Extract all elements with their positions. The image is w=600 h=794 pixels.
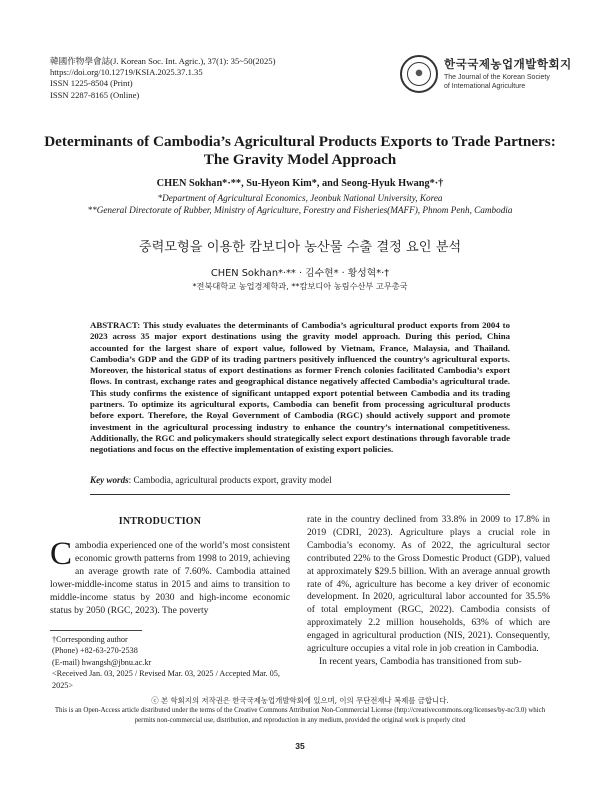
corresponding-author-footnote: †Corresponding author (Phone) +82-63-270-2538 (E-mail) hwangsh@jbnu.ac.kr <Received Jan. 03, 2025 / Revised Mar. 03, 2025 / Accepted Mar. 05, 2025>: [52, 634, 292, 691]
society-logo: [400, 55, 572, 97]
korean-author-list: CHEN Sokhan*·** · 김수현* · 황성혁*·†: [210, 268, 390, 279]
drop-cap: C: [50, 536, 73, 572]
keywords: [90, 475, 510, 485]
abstract: [90, 320, 510, 456]
keywords-label: Key words: [90, 475, 129, 485]
license-notice: ⓒ 본 학회지의 저작권은 한국국제농업개발학회에 있으며, 이의 무단전재나 복제를 금합니다. This is an Open-Access article distributed under the terms of the Creative Commons Attribution Non-Commercial License (http://creativecommons.org/licenses/by-nc/3.0) which permits non-commercial use, distribution, and reproduction in any medium, provided the original work is properly cited: [40, 696, 560, 725]
page-number: 35: [295, 741, 305, 751]
doi-link[interactable]: https://doi.org/10.12719/KSIA.2025.37.1.35: [50, 67, 203, 78]
received-dates: <Received Jan. 03, 2025 / Revised Mar. 03, 2025 / Accepted Mar. 05, 2025>: [52, 669, 280, 690]
society-seal-icon: [400, 55, 438, 93]
society-name-korean: 한국국제농업개발학회지: [444, 57, 572, 71]
author-list: CHEN Sokhan*·**, Su-Hyeon Kim*, and Seong-Hyuk Hwang*·†: [156, 178, 444, 189]
intro-column-left: [50, 536, 290, 617]
abstract-label: ABSTRACT:: [90, 320, 141, 330]
footnote-divider: [50, 630, 142, 631]
paper-title: Determinants of Cambodia’s Agricultural Products Exports to Trade Partners: The Gravity Model Approach: [44, 133, 556, 168]
issn-print: ISSN 1225-8504 (Print): [50, 78, 133, 89]
intro-column-right: [307, 514, 550, 669]
affiliations: *Department of Agricultural Economics, Jeonbuk National University, Korea **General Directorate of Rubber, Ministry of Agriculture, Forestry and Fisheries(MAFF), Phnom Penh, Cambodia: [87, 193, 513, 215]
issn-online: ISSN 2287-8165 (Online): [50, 89, 140, 100]
copyright-korean: ⓒ 본 학회지의 저작권은 한국국제농업개발학회에 있으며, 이의 무단전재나 복제를 금합니다.: [151, 696, 449, 705]
korean-affiliations: *전북대학교 농업경제학과, **캄보디아 농림수산부 고무총국: [192, 281, 408, 291]
intro-heading: INTRODUCTION: [118, 516, 202, 527]
intro-paragraph-3: In recent years, Cambodia has transitioned from sub-: [319, 655, 522, 667]
korean-title: 중력모형을 이용한 캄보디아 농산물 수출 결정 요인 분석: [138, 240, 462, 255]
intro-paragraph-2: rate in the country declined from 33.8% in 2009 to 17.8% in 2019 (CDRI, 2023). Agriculture plays a crucial role in Cambodia’s economy. As of 2022, the agricultural sector contributed 22% to the Gross Domestic Product (GDP), valued at approximately $29.5 billion. With an average annual growth rate of 4%, agriculture has become a key driver of economic development. In 2020, agricultural labor accounted for 35.5% of total employment (RGC, 2022). Cambodia consists of approximately 2.2 million households, 63% of which are engaged in agricultural production (NIS, 2021). Consequently, agriculture occupies a vital role in job creation in Cambodia.: [307, 514, 550, 655]
journal-header: [50, 56, 275, 101]
section-divider: [90, 494, 510, 495]
journal-citation: 韓國作物學會誌(J. Korean Soc. Int. Agric.), 37(1): 35~50(2025): [50, 56, 276, 66]
abstract-text: This study evaluates the determinants of Cambodia’s agricultural product exports from 2004 to 2023 across 35 major export destinations using the gravity model approach. During this period, China accounted for the largest share of export value, followed by Vietnam, France, Malaysia, and Thailand. Cambodia’s GDP and the GDP of its trading partners positively influenced the country’s agricultural exports. Moreover, the historical status of export destinations as former French colonies facilitated Cambodia’s export flows. In contrast, exchange rates and geographical distance negatively affected Cambodia’s agricultural trade. This study confirms the existence of significant untapped export potential between Cambodia and its trading partners. To optimize its agricultural exports, Cambodia can benefit from processing agricultural products before export. Therefore, the Royal Government of Cambodia (RGC) should actively support and promote investment in the agricultural processing industry to enhance the country’s international competitiveness. Additionally, the RGC and policymakers should strategically select export destinations through favorable trade negotiations and focus on the effective implementation of existing export policies.: [90, 320, 511, 455]
keywords-text: : Cambodia, agricultural products export, gravity model: [128, 475, 332, 485]
intro-paragraph-1: Cambodia experienced one of the world’s most consistent economic growth patterns from 1998 to 2019, achieving an average growth rate of 7.60%. Cambodia attained lower-middle-income status in 2015 and aims to transition to middle-income status by 2030 and high-income economic status by 2050 (RGC, 2023). The poverty: [50, 536, 290, 616]
society-name-english: The Journal of the Korean Society of International Agriculture: [444, 74, 550, 90]
